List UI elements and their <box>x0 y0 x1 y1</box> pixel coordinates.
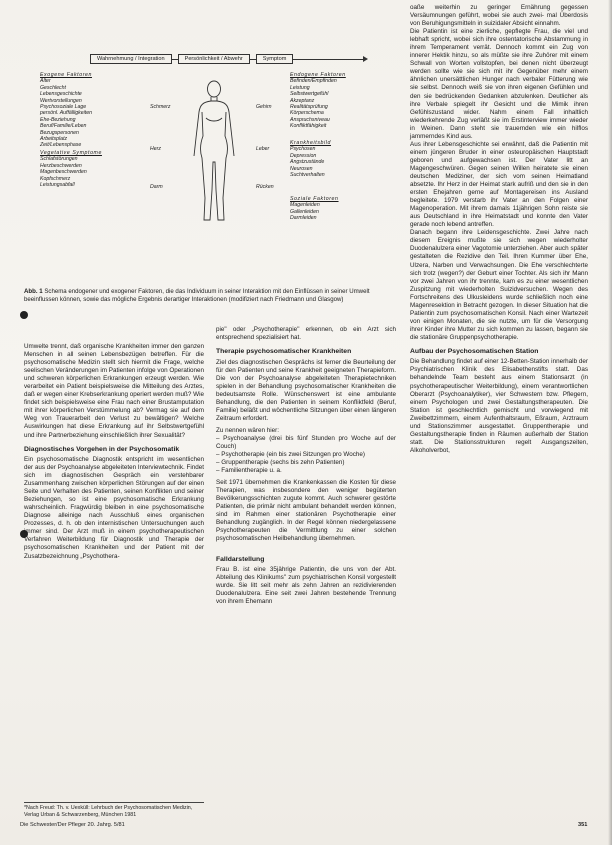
figure-list-endogen: Endogene Faktoren Befinden/Empfinden Leistung Selbstwertgefühl Akzeptanz Realitätsprüfung Körperschema Anspruchsniveau Konfliktfähigkeit <box>290 72 346 130</box>
human-figure-icon <box>186 78 242 228</box>
paragraph: Seit 1971 übernehmen die Krankenkassen die Kosten für diese Therapien, was insbesondere den weniger begüterten Bevölkerungsschichten zugute kommt. Auch schwerer gestörte Patienten, die primär nicht ambulant behandelt werden können, sind im Rahmen einer stationären Psychotherapie einer Behandlung zugänglich. In der Regel können niedergelassene Psychotherapeuten die Vermittlung zu einer solchen psychosomatischen Heilbehandlung übernehmen. <box>216 479 396 543</box>
list-item: – Gruppentherapie (sechs bis zehn Patienten) <box>216 459 345 467</box>
body-label-gehirn: Gehirn <box>256 104 272 110</box>
paragraph: Die Behandlung findet auf einer 12-Betten-Station innerhalb der Psychiatrischen Klinik des Elisabethenstifts statt. Das behandelnde Team besteht aus einem Stationsarzt (in psychotherapeutischer Weiterbildung), einem verantwortlichen Oberarzt (Psychoanalytiker), vier Schwestern bzw. Pflegern, einem Psychologen und zwei Gestaltungstherapeuten. Die Station ist geschlechtlich gemischt und vorwiegend mit Zweibettzimmern, einem Aufenthaltsraum, Eßraum, Arztraum und Stationszimmer ausgestattet. Gruppentherapie und Gestaltungstherapie finden in Räumen außerhalb der Station statt. Die Stationsstrukturen regelt Ausgangszeiten, Alkoholverbot, <box>410 358 588 454</box>
paragraph: Aus ihrer Lebensgeschichte sei erwähnt, daß die Patientin mit einem jüngeren Bruder in einer osteuropäischen Hauptstadt geboren und aufgewachsen ist. Der Vater litt an Magengeschwüren. Gegen seinen Willen heiratete sie einen deutschen Mediziner, der sich vom seinen Heimatland absetzte. Ihr Herz in der Heimat stark aufriß und den sie in den ersten Ehejahren gerne auf Montagereisen ins Ausland begleitete. 1979 verstarb ihr Vater an den Folgen einer Magenoperation. Mit ihrem damals 11jährigen Sohn reiste sie aus Deutschland in ihre Heimatstadt und konnte den Vater gerade noch lebend antreffen. <box>410 140 588 229</box>
body-label-schmerz: Schmerz <box>150 104 171 110</box>
body-label-herz: Herz <box>150 146 161 152</box>
body-label-ruecken: Rücken <box>256 184 274 190</box>
caption-text: Schema endogener und exogener Faktoren, die das Individuum in seiner Interaktion mit den Einflüssen in seiner Umwelt beeinflussen können, sowie das mögliche Ergebnis derartiger Interaktionen (modifiziert nach Friedmann und Glasgow) <box>24 288 370 303</box>
paragraph: Umwelte trennt, daß organische Krankheiten immer den ganzen Menschen in all seinen Lebensbezügen betreffen. Für die psychosomatische Medizin stellt sich hiermit die Frage, welche seelischen Veränderungen im Patienten infolge von Operationen und schweren körperlichen Erkrankungen erzeugt werden. Wie verarbeitet ein Patient beispielsweise die Mitteilung des Arztes, daß er wegen einer Krebserkrankung operiert werden muß? Wie findet sich beispielsweise eine Frau nach einer Brustamputation mit ihrer körperlichen Verstümmelung ab? Vermag sie auf dem Weg von Trauerarbeit den Verlust zu bewältigen? Welche Auswirkungen hat diese Erkrankung auf ihr Selbstwertgefühl und ihre Partnerbeziehung einschließlich ihrer Sexualität? <box>24 343 204 439</box>
journal-footer: Die Schwester/Der Pfleger 20. Jahrg. 5/81 <box>20 822 125 828</box>
body-label-darm: Darm <box>150 184 163 190</box>
caption-label: Abb. 1 <box>24 288 43 295</box>
figure-list-krankheit: Krankheitsbild Psychosen Depression Angstzustände Neurosen Suchtverhalten <box>290 140 331 179</box>
list-item: – Psychotherapie (ein bis zwei Sitzungen pro Woche) <box>216 451 365 459</box>
paragraph: Danach begann ihre Leidensgeschichte. Zwei Jahre nach diesem Ereignis mußte sie sich wegen wiederholter Duodenalulzera einer Vagotomie unterziehen. Aber auch später gestalteten die Rezidive den Teil. Ihren Kummer über Ehe, Ulzera, Narben und Verwachsungen. Die Ehe verschlechterte sich trotz (wegen?) der Geburt einer Tochter. Als sich ihr Mann vor zwei Jahren von ihr trennte, kam es zu einer wesentlichen Zuspitzung mit wiederholten Suizidversuchen. Wegen des Fortschreitens des Ulkusleidens wurde schließlich noch eine Magenresektion in Betracht gezogen. In dieser Situation hat die Patientin zum psychosomatischen Konsil. Nach einer Wartezeit von einigen Monaten, die sie nutzte, um für die Versorgung ihrer Kinder ihre Mutter zu sich kommen zu lassen, begann sie die stationäre Gruppenpsychotherapie. <box>410 229 588 341</box>
body-label-leber: Leber <box>256 146 270 152</box>
footnote: *Nach Freud: Th. v. Uexküll: Lehrbuch der Psychosomatischen Medizin, Verlag Urban & Schwarzenberg, München 1981 <box>24 802 204 818</box>
figure-list-exogen: Exogene Faktoren Alter Geschlecht Lebensgeschichte Wertvorstellungen Psychosoziale Lage persönl. Auffälligkeiten Ehe-Beziehung Beruf/Familie/Leben Bezugspersonen Arbeitsplatz Zeit/Lebensphase <box>40 72 93 149</box>
column-middle <box>216 326 396 606</box>
column-right <box>410 4 588 455</box>
list-item: – Psychoanalyse (drei bis fünf Stunden pro Woche auf der Couch) <box>216 434 396 450</box>
paragraph: pie" oder „Psychotherapie" erkennen, ob ein Arzt sich entsprechend spezialisiert hat. <box>216 326 396 342</box>
section-heading: Aufbau der Psychosomatischen Station <box>410 347 539 355</box>
figure-list-soziale: Soziale Faktoren Magenleiden Gallenleiden Darmleiden <box>290 196 339 222</box>
page-number: 351 <box>578 822 588 828</box>
section-heading: Falldarstellung <box>216 555 265 563</box>
figure-list-vegetativ: Vegetative Symptome Schlafstörungen Herzbeschwerden Magenbeschwerden Kopfschmerz Leistungsabfall <box>40 150 102 189</box>
section-heading: Diagnostisches Vorgehen in der Psychosomatik <box>24 445 180 453</box>
section-heading: Therapie psychosomatischer Krankheiten <box>216 348 352 356</box>
paragraph: Die Patientin ist eine zierliche, gepflegte Frau, die viel und lebhaft spricht, wobei sich ihre ostentatorische Abstammung in ihrem Temperament verrät. Dennoch kommt ein Zug von innerer Hektik hinzu, so als müßte sie ihre Zuhörer mit einem Schwall von Worten vollstopfen, bei denen nicht überzeugt werden sollte wie sie sich mit ihr Gegenüber mehr einem ähnlichen unersättlichen Hunger nach verbaler Fütterung wie sie selbst. Dennoch weiß sie von ihren eigenen Gefühlen und den sie bedrückenden Gedanken abzulenken. Deutlicher als ihre Verbale spiegelt ihr Gesicht und die Mimik ihren Gefühlszustand wider. Nahm einem Fall inhaltlich wiederkehrende Zug verläßt sie im Erstinterview immer wieder in Weinen. Dann steht sie trauernden wie ein hilflos jammerndes Kind aus. <box>410 28 588 140</box>
page-edge-shadow <box>608 0 612 845</box>
flow-box-symptom: Symptom <box>256 54 294 64</box>
list-item: – Familientherapie u. a. <box>216 467 282 475</box>
flow-box-personality: Persönlichkeit / Abwehr <box>178 54 250 64</box>
bullet-dot-icon <box>20 311 28 319</box>
paragraph: oaße weiterhin zu geringer Ernährung gegessen Versäumnungen geführt, wobei sie auch zwei- mal Überdosis von Beruhigungsmitteln in suizidaler Absicht einnahm. <box>410 4 588 28</box>
paragraph: Zu nennen wären hier: <box>216 426 280 434</box>
paragraph: Frau B. ist eine 35jährige Patientin, die uns von der Abt. Abteilung des Klinikums" zum psychiatrischen Konsil vorgestellt wurde. Sie litt seit mehr als zehn Jahren an rezidivierenden Duodenalulzera. Eine seit zwei Jahren bestehende Trennung von ihrem Ehemann <box>216 565 396 606</box>
flow-box-perception: Wahrnehmung / Integration <box>90 54 172 64</box>
figure-flow <box>90 54 368 64</box>
figure-caption <box>24 288 396 303</box>
paragraph: Ziel des diagnostischen Gesprächs ist ferner die Beurteilung der für den Patienten und seine Krankheit geeigneten Therapieform. Die von der Psychoanalyse abgeleiteten Therapietechniken spielen in der Behandlung psychosomatischer Krankheiten die bedeutsamste Rolle. Wünschenswert ist eine ambulante Behandlung, die den Patienten in seinem Konfliktfeld (Beruf, Familie) beläßt und wöchentliche Sitzungen über einen längeren Zeitraum erfordert. <box>216 358 396 422</box>
therapy-list <box>216 435 396 475</box>
paragraph: Ein psychosomatische Diagnostik entspricht im wesentlichen der aus der Psychoanalyse abgeleiteten Interviewtechnik. Findet sich im diagnostischen Gespräch ein verstehbarer Zusammenhang zwischen körperlichen Störungen auf der einen Seite und Verhalten des Patienten, seinen Konflikten und seiner Beziehungen, so ist eine psychosomatische Erkrankung wahrscheinlich. Fragwürdig bleiben in eine psychosomatische Diagnose alleinige nach Ausschluß eines organischen Prozesses, d. h. ob den internistischen Untersuchungen auch immer sind. Der Arzt muß in einem psychotherapeutischen Verfahren Weiterbildung für Diagnostik und Therapie der psychosomatischen Krankheiten und der Patient mit der Zusatzbezeichnung „Psychothera- <box>24 455 204 560</box>
column-left <box>24 343 204 561</box>
